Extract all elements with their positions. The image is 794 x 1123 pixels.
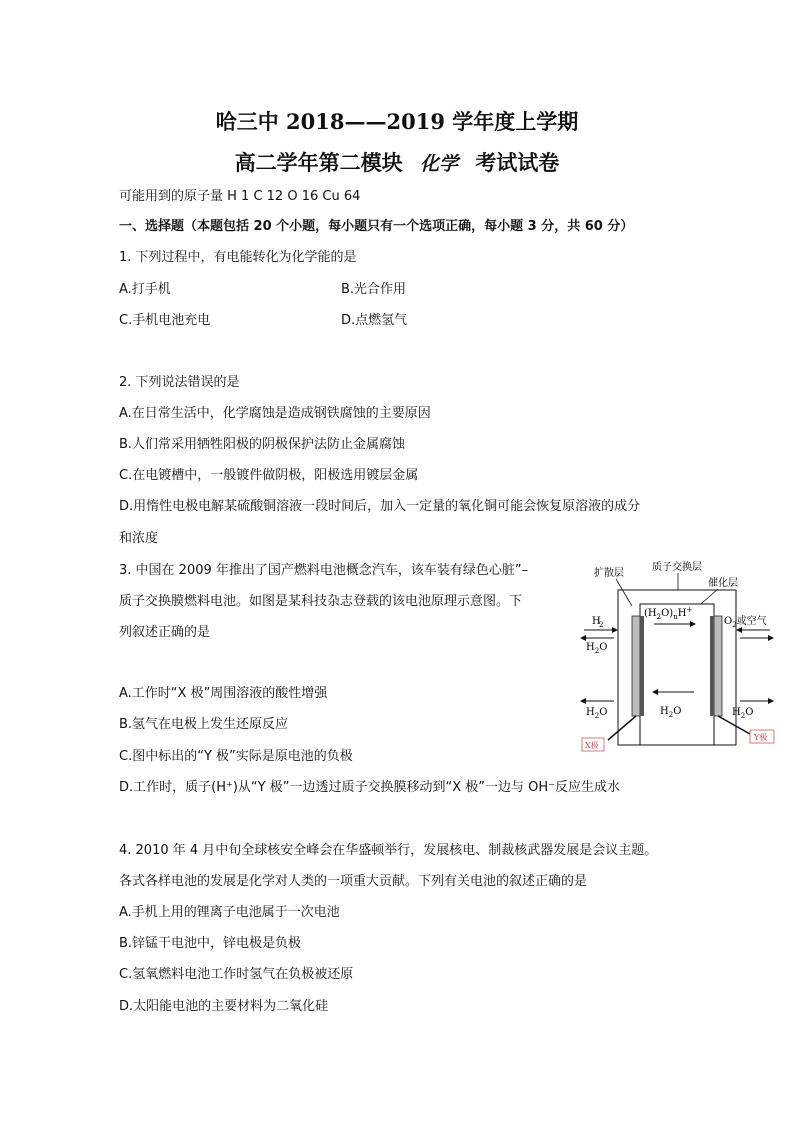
y-electrode-label: Y极 <box>754 733 768 742</box>
center-top-label: $(H_2O)_nH^+$ <box>644 606 693 621</box>
q1-option-b: B.光合作用 <box>341 282 407 297</box>
h2o-right-label: $H_2O$ <box>732 707 754 720</box>
q2-stem: 2. 下列说法错误的是 <box>119 375 240 390</box>
q3-option-d: D.工作时，质子(H⁺)从“Y 极”一边透过质子交换膜移动到“X 极”一边与 OH⁻反应生成水 <box>119 780 620 795</box>
title-suffix: 考试试卷 <box>475 150 560 175</box>
h2o-left-top-label: $H_2O$ <box>586 642 608 655</box>
membrane-layer-label: 质子交换层 <box>652 562 702 573</box>
h2-subscript: 2 <box>599 621 604 629</box>
q1-option-a: A.打手机 <box>119 282 171 297</box>
q3-option-c: C.图中标出的“Y 极”实际是原电池的负极 <box>119 749 353 764</box>
fuel-cell-diagram <box>578 558 778 756</box>
q4-option-d: D.太阳能电池的主要材料为二氧化硅 <box>119 999 329 1014</box>
h2-label: H <box>592 616 601 627</box>
q3-option-a: A.工作时“X 极”周围溶液的酸性增强 <box>119 686 328 701</box>
title-prefix: 高二学年第二模块 <box>234 150 403 175</box>
q4-option-c: C.氢氧燃料电池工作时氢气在负极被还原 <box>119 967 354 982</box>
o2-label: $O_2$或空气 <box>724 616 767 629</box>
q3-stem-line-1: 3. 中国在 2009 年推出了国产燃料电池概念汽车，该车装有绿色心脏”– <box>119 563 529 578</box>
q3-option-b: B.氢气在电极上发生还原反应 <box>119 717 289 732</box>
h2o-center-label: $H_2O$ <box>660 706 682 719</box>
section-heading: 一、选择题（本题包括 20 个小题，每小题只有一个选项正确，每小题 3 分，共 60 分） <box>119 219 634 234</box>
catalyst-layer-label: 催化层 <box>708 578 738 589</box>
q1-option-d: D.点燃氢气 <box>341 313 408 328</box>
q3-stem-line-2: 质子交换膜燃料电池。如图是某科技杂志登载的该电池原理示意图。下 <box>119 594 523 609</box>
q2-option-d-cont: 和浓度 <box>119 531 159 546</box>
q4-stem-line-1: 4. 2010 年 4 月中旬全球核安全峰会在华盛顿举行，发展核电、制裁核武器发展是会议主题。 <box>119 843 658 858</box>
title-line-1: 哈三中 2018——2019 学年度上学期 <box>215 109 579 134</box>
h2o-left-bottom-label: $H_2O$ <box>586 707 608 720</box>
q2-option-a: A.在日常生活中，化学腐蚀是造成钢铁腐蚀的主要原因 <box>119 406 431 421</box>
q1-stem: 1. 下列过程中，有电能转化为化学能的是 <box>119 250 357 265</box>
title-line-2 <box>0 147 794 177</box>
q2-option-b: B.人们常采用牺牲阳极的阴极保护法防止金属腐蚀 <box>119 437 406 452</box>
q2-option-d: D.用惰性电极电解某硫酸铜溶液一段时间后，加入一定量的氧化铜可能会恢复原溶液的成分 <box>119 499 641 514</box>
q2-option-c: C.在电镀槽中，一般镀件做阴极，阳极选用镀层金属 <box>119 468 419 483</box>
q4-option-b: B.锌锰干电池中，锌电极是负极 <box>119 936 302 951</box>
q1-option-c: C.手机电池充电 <box>119 313 211 328</box>
q4-option-a: A.手机上用的锂离子电池属于一次电池 <box>119 905 340 920</box>
x-electrode-label: X极 <box>585 741 599 750</box>
q4-stem-line-2: 各式各样电池的发展是化学对人类的一项重大贡献。下列有关电池的叙述正确的是 <box>119 874 588 889</box>
title-subject: 化学 <box>419 153 458 175</box>
diffusion-layer-label: 扩散层 <box>594 568 624 579</box>
q3-stem-line-3: 列叙述正确的是 <box>119 625 211 640</box>
atomic-masses: 可能用到的原子量 H 1 C 12 O 16 Cu 64 <box>119 189 361 204</box>
